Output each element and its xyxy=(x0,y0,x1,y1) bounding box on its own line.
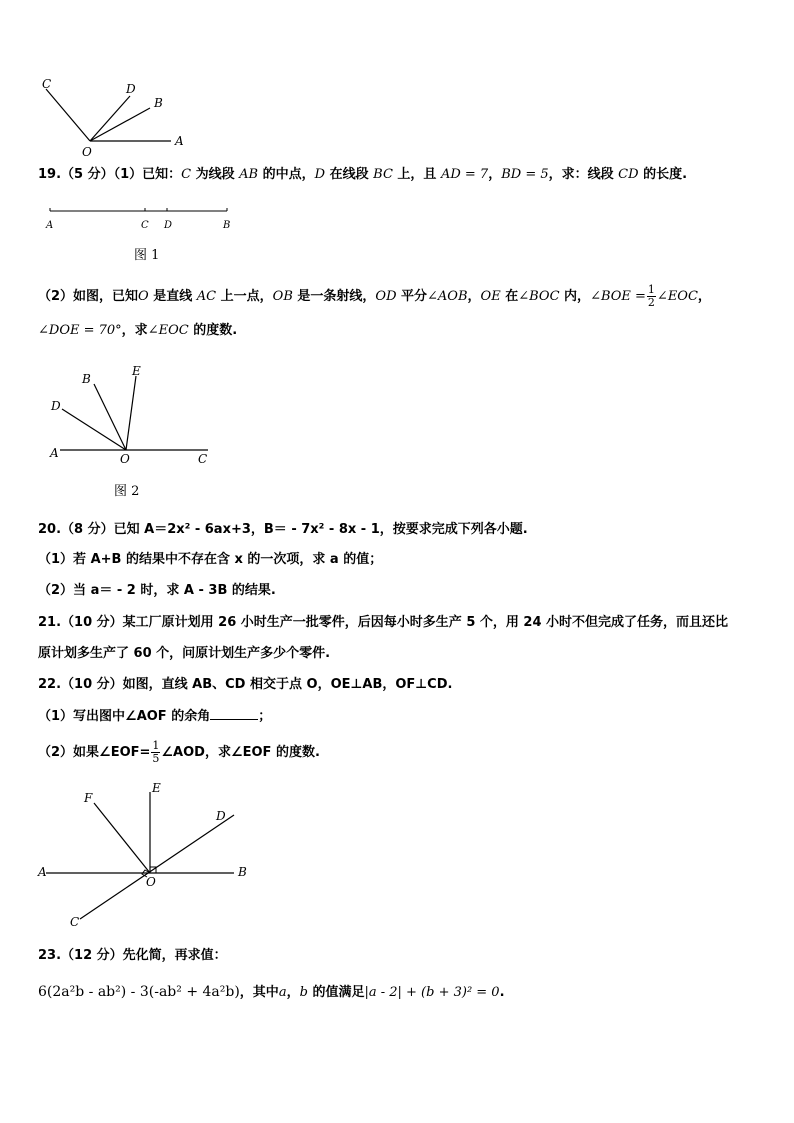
figure-1-segment xyxy=(40,200,240,236)
point-label-o: O xyxy=(120,452,130,466)
point-label-d: D xyxy=(126,82,136,96)
point-label-e: E xyxy=(132,364,141,378)
point-label-o: O xyxy=(82,145,92,159)
point-label-b: B xyxy=(238,865,247,879)
q22-line3: （2）如果∠EOF= $\frac{1}{5}$ ∠AOD，求∠EOF 的度数. xyxy=(38,739,320,765)
q20-line2: （1）若 A+B 的结果中不存在含 x 的一次项，求 a 的值； xyxy=(38,552,383,567)
point-label-a: A xyxy=(50,446,59,460)
point-label-c: C xyxy=(42,77,52,91)
point-label-b: B xyxy=(223,220,231,231)
figure-rays-top xyxy=(30,72,200,162)
q23-line1: 23.（12 分）先化简，再求值： xyxy=(38,948,227,963)
q20-line1: 20.（8 分）已知 A＝2x² - 6ax+3，B＝ - 7x² - 8x - 1，按要求完成下列各小题. xyxy=(38,522,528,537)
point-label-d: D xyxy=(164,220,173,231)
q22-line2: （1）写出图中∠AOF 的余角 ； xyxy=(38,709,272,724)
fraction-one-fifth: $\frac{1}{5}$ xyxy=(152,739,160,765)
point-label-d: D xyxy=(51,399,61,413)
q23-expression-line: 6(2a²b - ab²) - 3(-ab² + 4a²b)，其中a，b 的值满足|a - 2| + (b + 3)² = 0. xyxy=(38,984,505,1000)
q20-line3: （2）当 a＝ - 2 时，求 A - 3B 的结果. xyxy=(38,583,276,598)
answer-blank xyxy=(210,707,258,720)
q22-line1: 22.（10 分）如图，直线 AB、CD 相交于点 O，OE⊥AB，OF⊥CD. xyxy=(38,677,453,692)
point-label-a: A xyxy=(38,865,47,879)
point-label-o: O xyxy=(146,875,156,889)
fraction-one-half: $\frac{1}{2}$ xyxy=(647,283,655,309)
point-label-a: A xyxy=(175,134,184,148)
figure-q22-intersecting-lines xyxy=(36,778,256,930)
point-label-a: A xyxy=(46,220,54,231)
point-label-f: F xyxy=(84,791,93,805)
point-label-e: E xyxy=(152,781,161,795)
figure-1-caption: 图 1 xyxy=(134,248,160,263)
point-label-b: B xyxy=(154,96,163,110)
q19-part2-line2: ∠DOE = 70°，求∠EOC 的度数. xyxy=(38,323,238,338)
point-label-c: C xyxy=(70,915,80,929)
figure-2-caption: 图 2 xyxy=(114,484,140,499)
math-condition: |a - 2| + (b + 3)² = 0 xyxy=(364,985,500,1000)
figure-2-angles xyxy=(40,362,230,468)
point-label-c: C xyxy=(198,452,208,466)
point-label-d: D xyxy=(216,809,226,823)
point-label-c: C xyxy=(141,220,149,231)
q19-part2: （2）如图，已知O 是直线 AC 上一点，OB 是一条射线，OD 平分∠AOB，OE 在∠BOC 内，∠BOE = $\frac{1}{2}$ ∠EOC， xyxy=(38,283,711,309)
math-expression: 6(2a²b - ab²) - 3(-ab² + 4a²b) xyxy=(38,984,240,1000)
point-label-b: B xyxy=(82,372,91,386)
q21-line2: 原计划多生产了 60 个，问原计划生产多少个零件. xyxy=(38,646,331,661)
q21-line1: 21.（10 分）某工厂原计划用 26 小时生产一批零件，后因每小时多生产 5 个，用 24 小时不但完成了任务，而且还比 xyxy=(38,615,729,630)
q19-part1: 19.（5 分）（1）已知：C 为线段 AB 的中点，D 在线段 BC 上，且 AD = 7，BD = 5，求：线段 CD 的长度. xyxy=(38,167,688,182)
